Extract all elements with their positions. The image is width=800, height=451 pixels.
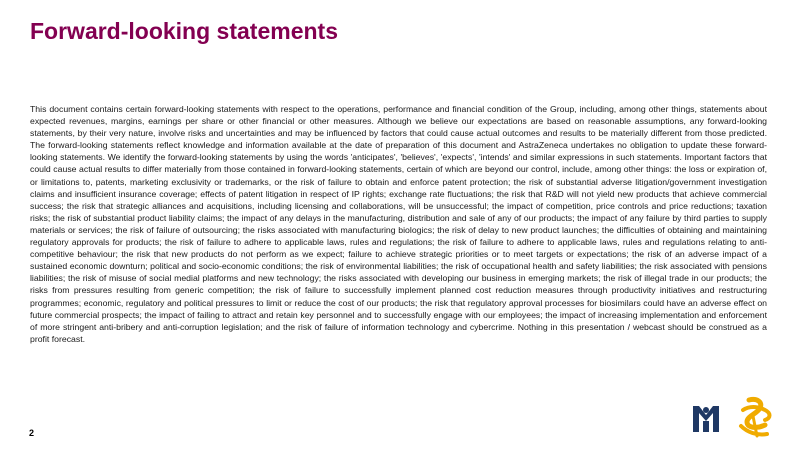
astrazeneca-logo <box>735 396 775 440</box>
disclaimer-paragraph: This document contains certain forward-looking statements with respect to the operations, performance and financial condition of the Group, including, among other things, statements about expected revenues, margins, earnings per share or other financial or other measures. Although we believe our expectations are based on reasonable assumptions, any forward-looking statements, by their very nature, involve risks and uncertainties and may be influenced by factors that could cause actual outcomes and results to be materially different from those predicted. The forward-looking statements reflect knowledge and information available at the date of preparation of this document and AstraZeneca undertakes no obligation to update these forward-looking statements. We identify the forward-looking statements by using the words 'anticipates', 'believes', 'expects', 'intends' and similar expressions in such statements. Important factors that could cause actual results to differ materially from those contained in forward-looking statements, certain of which are beyond our control, include, among other things: the loss or expiration of, or limitations to, patents, marketing exclusivity or trademarks, or the risk of failure to obtain and enforce patent protection; the risk of substantial adverse litigation/government investigation claims and insufficient insurance coverage; effects of patent litigation in respect of IP rights; exchange rate fluctuations; the risk that R&D will not yield new products that achieve commercial success; the risk that strategic alliances and acquisitions, including licensing and collaborations, will be unsuccessful; the impact of competition, price controls and price reductions; taxation risks; the risk of substantial product liability claims; the impact of any delays in the manufacturing, distribution and sale of any of our products; the impact of any failure by third parties to supply materials or services; the risk of failure of outsourcing; the risks associated with manufacturing biologics; the risk of delay to new product launches; the difficulties of obtaining and maintaining regulatory approvals for products; the risk of failure to adhere to applicable laws, rules and regulations; the risk of failure to adhere to applicable laws, rules and regulations relating to anti-competitive behaviour; the risk that new products do not perform as we expect; failure to achieve strategic priorities or to meet targets or expectations; the risk of an adverse impact of a sustained economic downturn; political and socio-economic conditions; the risk of environmental liabilities; the risk of occupational health and safety liabilities; the risk associated with pensions liabilities; the risk of misuse of social medial platforms and new technology; the risks associated with developing our business in emerging markets; the risk of illegal trade in our products; the risks from pressures resulting from generic competition; the risk of failure to successfully implement planned cost reduction measures through productivity initiatives and restructuring programmes; economic, regulatory and political pressures to limit or reduce the cost of our products; the risk that regulatory approval processes for biosimilars could have an adverse effect on future commercial prospects; the impact of failing to attract and retain key personnel and to successfully engage with our employees; the impact of increasing implementation and enforcement of more stringent anti-bribery and anti-corruption legislation; and the risk of failure of information technology and cybercrime. Nothing in this presentation / webcast should be construed as a profit forecast. <box>30 104 767 344</box>
page-number: 2 <box>29 428 35 438</box>
medimmune-logo <box>693 406 719 432</box>
page-title: Forward-looking statements <box>30 18 338 44</box>
